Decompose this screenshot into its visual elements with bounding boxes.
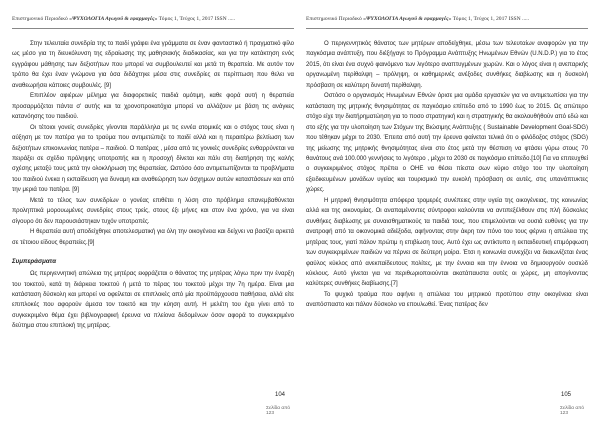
body-paragraph: Στην τελευταία συνεδρία της το παιδί γράφει ένα γράμματα σε έναν φανταστικό ή πραγματικό φίλο ως μέσο για τη διευκόλυνση της εδραίωσης της μαθησιακής διαδικασίας, και για την κατάκτηση ενός εγγράφου μάθησης των δεξιοτήτων που μπορεί να συμβουλευτεί και μετά τη θεραπεία. Με αυτόν τον τρόπο θα έχει έναν γνώμονα για όσα διδάχτηκε μέσα στις συνεδρίες σε περίπτωση που θελει να αναθεωρήσει κάποιες συμβουλές. [9] — [12, 41, 294, 89]
page-footer: Σελίδα από 123 — [560, 406, 585, 416]
body-paragraph: Μετά το τέλος των συνεδρίων ο γονέας επιθέτει η λύση στο πρόβλημα επανεμβαθύνεται προληπτικά μορουωμένες συνεδρίες στους τρείς, στους έξι μήνες και στον ένα χρόνο, για να είναι σίγουρο ότι δεν παρουσιάστηκαν τυχόν υποτροπές. — [12, 197, 294, 225]
body-paragraph: Επιπλέον αφιέρων μέλημα για διαφορετικές παιδιά ομότιμη, καθε φορά αυτή η θεραπεία προσαρμόζεται πάντα σ' αυτής και τα χρονοπροκατόχια μπορεί να αλλάζουν με βάση τις ανάγκες κατανόησης του παιδιού. — [12, 93, 294, 121]
running-header — [12, 16, 294, 28]
body-paragraph: Οστόσο ο οργανισμός Ηνωμένων Εθνών όρισε μια ομάδα εργασιών για να αντιμετωπίσει για την κατάσταση της μητρικής θνησιμότητας σε παγκόσμιο επίπεδο από το 1990 έως το 2015. Ως απώτερο στόχο είχε την διατήρηματώηση για το ποσο στρατηγική και η στρατηγικής θα ακολουθήθούν από εδώ και στο εξής για την υλοποίηση των Στόχων της Βιώσιμης Ανάπτυξης ( Sustainable Development Goal-SDG) που τέθηκαν μέχρι το 2030. Έπειτα από αυτή την έρευνα φαίνεται τελικά ότι ο φιλόδοξος στόχος (SDG) της μείωσης της μητρικής θνησιμότητας είναι στο έτος μετά την θέσπιση να φτάσει γύρω στους 70 θανάτους ανά 100.000 γεννήσεις το λιγότερο , μέχρι το 2030 σε παγκόσμιο επίπεδο.[10] Για να επιτευχθεί ο συγκεκριμένος στόχος πρέπει ο ΟΗΕ να θέσει πίεστα σων κύριο στόχο του την υλοποίηση εξειδικευμένων μονάδων υγείας και τουρισμικό την ευκολή πρόσβαση σε αυτές, στις υπανάπτυκτες χώρες. — [306, 93, 588, 194]
header-prefix: Επιστημονικό Περιοδικό « — [306, 16, 366, 22]
header-journal: ΨΥΧΟΛΟΓΙΑ Αγωγού & εφαρμογές — [71, 16, 155, 22]
body-paragraph: Το ψυχικό τραύμα που αφήνει η απώλεια του μητρικού προτύπου στην οικογένεια είναι αναπόσπαστο και πάλον δύσκολο να επουλωθεί. Ένας πατέρας δεν — [306, 291, 588, 309]
header-suffix: » Τόμος 1, Τεύχος 1, 2017 ISSN ..... — [448, 16, 530, 22]
body-paragraph: Η μητρική θνησιμότητα απόφερα τρομερές συνέπειες στην υγεία της οικογένειας, της κοινωνίας αλλά και της οικονομίας. Οι αναπαμένοντες σύντροφοι καλούνται να αντιπεξέλθουν στις πλή δύσκολες συνθήκες διαβίωσης με συναισθηματικούς τα παιδιά τους, που επιμελούνται να ουσιά ευθύνες για την ανατροφή από τα οικονομικά αδιέξοδα, αφήνοντας στην άκρη τον πόνο του τους φέρνει η απώλεια της μητέρας τους, γιατί πάλον πρώτιμ η επιβίωση τους. Αυτό έχει ως αντίκτυπο η εκπαιδευτική επιμόρφωση των συγκεκριμένων παιδιών να πέρνει σε δεύτερη μοίρα. Έτσι η κοινωνία συνεχίζει να διαιωνίζεται ένας φαύλος κύκλος από ανεκπαίδευτους πολίτες, με την έννοια και την έννοια να δημιουργούν ουσιώδ κύκλους. Αυτό γίνεται για να περιθωριοποιούνται ακατάπαυστα ουτές οι χώρες, μη απογίνοντας καλύτερες συνθήκες διαβίωσης.[7] — [306, 197, 588, 288]
page-footer: Σελίδα από 123 — [266, 406, 291, 416]
header-suffix: » Τόμος 1, Τεύχος 1, 2017 ISSN ..... — [154, 16, 236, 22]
body-paragraph: Οι τέτοιοι γονείς συνεδρίες γίνονται παράλληλα με τις εννέα ατομικές και ο στόχος τους είναι η αύξηση με τον πατέρα για το τραύμα που αντιμετώπιζε το παιδί αλλά και η περαιτέρω βελτίωση των δεξιοτήτων επικοινωνίας πατέρα – παιδιού. Ο πατέρας , μέσα από τις γονικές συνεδρίες ενθαρρύνεται να πειράξει σε σχέδιο πρόληψης υποτροπής και η προσοχή δίνεται και πάλι στη διατήρηση της καλής σχέσης μεταξύ τους μετά την ολοκλήρωση της θεραπείας. Ωστόσο όσο αντιμετωπίζονται τα προβλήματα του παιδιού ένεκα η εκπαίδευση για δυναμη και αναθεώρηση των άσχημων αυτών καταστάσεων και από την μεριά του πατέρα. [9] — [12, 124, 294, 194]
section-heading: Συμπεράσματα — [12, 258, 57, 266]
header-journal: ΨΥΧΟΛΟΓΙΑ Αγωγού & εφαρμογές — [365, 16, 449, 22]
body-paragraph: Η θεραπεία αυτή αποδείχθηκε αποτελεσματική για όλη την οικογένεια και δείχνει να βασίζει αρκετά σε τέτοιου είδους θεραπείες.[9] — [12, 229, 294, 246]
page-number: 104 — [275, 392, 286, 398]
right-page — [306, 0, 588, 424]
body-paragraph: Ως περιγεννητική απώλεια της μητέρας εκφράζεται ο θάνατος της μητέρας λόγω πριν την έναρξη του τοκετού, κατά τη διάρκεια τοκετού ή μετά το πέρας του τοκετού μέχρι την 7η ημέρα. Είναι μια κατάσταση δύσκολη και μπορεί να οφείλεται σε επιπλοκές από μία προϋπάρχουσα παθήσεια, αλλά είτε επιπλοκές που αφορούν άμεσα τον τοκετό και την κύηση αυτή. Η μελέτη του έχει γίνει από το συγκεκριμένο θέμα έχει βιβλιογραφική έρευνα να πλείονα δεδομένων όσον αφορά το συγκεκριμένο δεύτημα στου επιπλοκή της μητέρας. — [12, 271, 294, 330]
running-header — [306, 16, 588, 28]
header-rule — [12, 28, 294, 29]
body-paragraph: Ο περιγεννητικός θάνατος των μητέρων αποδείχθηκε, μέσω των τελευταίων αναφορών για την παγκόσμια ανάπτυξη, που διέξήγαγε το Πρόγραμμα Ανάπτυξης Ηνωμένων Εθνών (U.N.D.P.) για το έτος 2015, ότι είναι ένα συχνό φαινόμενο των λιγότερο αναπτυγμένων χωρών. Και ο λόγος είναι η ανεπαρκής οργανωμένη περίθαλψη – πρόληψη, οι καθημερινές ανέξοδες συνθήκες διαβίωσης και η δυσκολή πρόσβαση σε καλύτερη δυνατή περίθαλψη. — [306, 41, 588, 89]
left-page — [12, 0, 294, 424]
page-number: 105 — [561, 392, 572, 398]
header-prefix: Επιστημονικό Περιοδικό « — [12, 16, 72, 22]
header-rule — [306, 28, 588, 29]
